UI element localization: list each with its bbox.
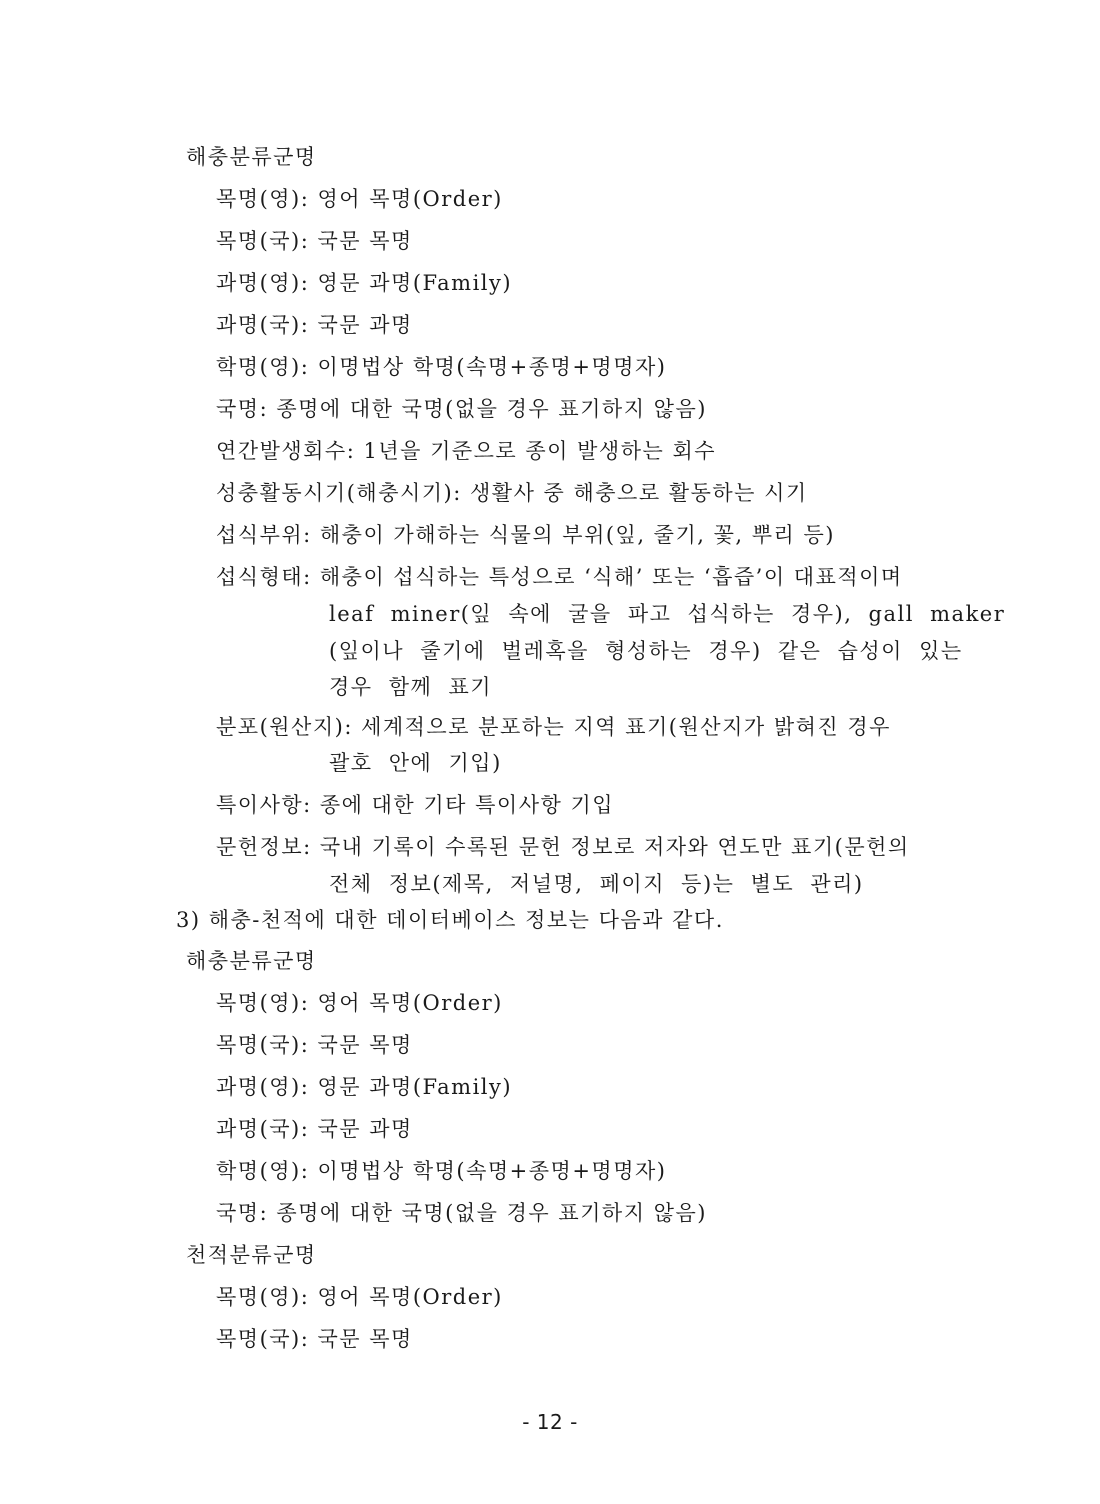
field-adult-activity-period: 성충활동시기(해충시기): 생활사 중 해충으로 활동하는 시기 bbox=[216, 481, 808, 505]
field-family-en-2: 과명(영): 영문 과명(Family) bbox=[216, 1075, 513, 1099]
field-literature: 문헌정보: 국내 기록이 수록된 문헌 정보로 저자와 연도만 표기(문헌의 bbox=[216, 835, 910, 859]
field-distribution: 분포(원산지): 세계적으로 분포하는 지역 표기(원산지가 밝혀진 경우 bbox=[216, 715, 891, 739]
field-order-en-2: 목명(영): 영어 목명(Order) bbox=[216, 991, 503, 1015]
section-heading-enemy-taxon: 천적분류군명 bbox=[186, 1243, 317, 1267]
field-notes: 특이사항: 종에 대한 기타 특이사항 기입 bbox=[216, 793, 615, 817]
field-distribution-cont: 괄호 안에 기입) bbox=[329, 751, 502, 775]
field-feeding-site: 섭식부위: 해충이 가해하는 식물의 부위(잎, 줄기, 꽃, 뿌리 등) bbox=[216, 523, 835, 547]
section-heading-pest-taxon: 해충분류군명 bbox=[186, 145, 317, 169]
field-order-en: 목명(영): 영어 목명(Order) bbox=[216, 187, 503, 211]
field-order-ko: 목명(국): 국문 목명 bbox=[216, 229, 413, 253]
field-scientific-name: 학명(영): 이명법상 학명(속명+종명+명명자) bbox=[216, 355, 667, 379]
field-enemy-order-en: 목명(영): 영어 목명(Order) bbox=[216, 1285, 503, 1309]
field-feeding-form-cont-1: leaf miner(잎 속에 굴을 파고 섭식하는 경우), gall maker bbox=[329, 602, 1006, 626]
field-annual-generations: 연간발생회수: 1년을 기준으로 종이 발생하는 회수 bbox=[216, 439, 717, 463]
field-enemy-order-ko: 목명(국): 국문 목명 bbox=[216, 1327, 413, 1351]
field-family-ko-2: 과명(국): 국문 과명 bbox=[216, 1117, 413, 1141]
field-literature-cont: 전체 정보(제목, 저널명, 페이지 등)는 별도 관리) bbox=[329, 872, 864, 896]
field-order-ko-2: 목명(국): 국문 목명 bbox=[216, 1033, 413, 1057]
field-feeding-form-cont-2: (잎이나 줄기에 벌레혹을 형성하는 경우) 같은 습성이 있는 bbox=[329, 639, 963, 663]
field-family-en: 과명(영): 영문 과명(Family) bbox=[216, 271, 513, 295]
section-3-intro: 3) 해충-천적에 대한 데이터베이스 정보는 다음과 같다. bbox=[176, 908, 724, 932]
field-scientific-name-2: 학명(영): 이명법상 학명(속명+종명+명명자) bbox=[216, 1159, 667, 1183]
field-korean-name: 국명: 종명에 대한 국명(없을 경우 표기하지 않음) bbox=[216, 397, 707, 421]
field-feeding-form-cont-3: 경우 함께 표기 bbox=[329, 675, 493, 699]
page-number: - 12 - bbox=[522, 1410, 578, 1434]
section-heading-pest-taxon-2: 해충분류군명 bbox=[186, 949, 317, 973]
field-family-ko: 과명(국): 국문 과명 bbox=[216, 313, 413, 337]
field-feeding-form: 섭식형태: 해충이 섭식하는 특성으로 ‘식해’ 또는 ‘흡즙’이 대표적이며 bbox=[216, 565, 903, 589]
field-korean-name-2: 국명: 종명에 대한 국명(없을 경우 표기하지 않음) bbox=[216, 1201, 707, 1225]
